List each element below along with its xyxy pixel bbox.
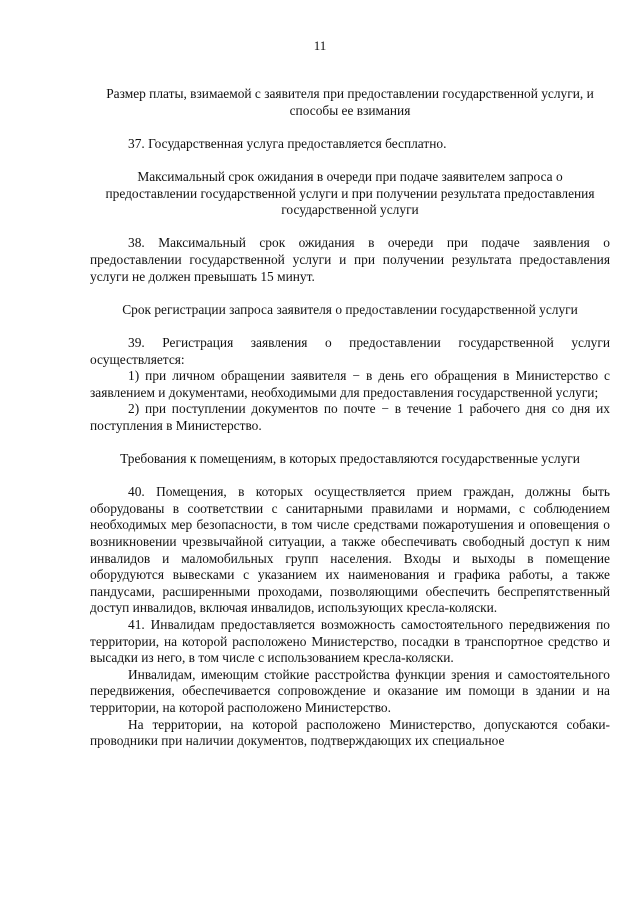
section-heading-premises: Требования к помещениям, в которых предоставляются государственные услуги — [120, 451, 580, 467]
paragraph-41-vision: Инвалидам, имеющим стойкие расстройства функции зрения и самостоятельного передвижения, обеспечивается сопровождение и оказание им помощи в здании и на территории, на которой расположено Министерство. — [90, 666, 610, 715]
paragraph-39-item-2: 2) при поступлении документов по почте − в течение 1 рабочего дня со дня их поступления в Министерство. — [90, 401, 610, 433]
paragraph-37: 37. Государственная услуга предоставляется бесплатно. — [128, 135, 447, 151]
page-number: 11 — [313, 38, 327, 53]
paragraph-41-guide-dogs: На территории, на которой расположено Министерство, допускаются собаки-проводники при наличии документов, подтверждающих их специальное — [90, 716, 610, 749]
section-heading-queue-time: Максимальный срок ожидания в очереди при подаче заявителем запроса о предоставлении государственной услуги и при получении результата предоставления государственной услуги — [105, 168, 595, 218]
section-heading-fee: Размер платы, взимаемой с заявителя при предоставлении государственной услуги, и способы ее взимания — [106, 86, 594, 118]
paragraph-39: 39. Регистрация заявления о предоставлении государственной услуги осуществляется: — [90, 334, 610, 367]
document-body — [90, 86, 610, 750]
section-heading-registration: Срок регистрации запроса заявителя о предоставлении государственной услуги — [122, 301, 578, 317]
paragraph-38: 38. Максимальный срок ожидания в очереди при подаче заявления о предоставлении государственной услуги и при получении результата предоставления услуги не должен превышать 15 минут. — [90, 235, 610, 284]
paragraph-40: 40. Помещения, в которых осуществляется прием граждан, должны быть оборудованы в соответствии с санитарными правилами и нормами, с соблюдением необходимых мер безопасности, в том числе средствами пожаротушения и оповещения о возникновении чрезвычайной ситуации, а также обеспечивать свободный доступ к ним инвалидов и маломобильных групп населения. Входы и выходы в помещение оборудуются вывесками с указанием их наименования и графика работы, а также пандусами, расширенными проходами, позволяющими обеспечить беспрепятственный доступ инвалидов, включая инвалидов, использующих кресла-коляски. — [90, 484, 610, 616]
paragraph-39-item-1: 1) при личном обращении заявителя − в день его обращения в Министерство с заявлением и документами, необходимыми для предоставления государственной услуги; — [90, 368, 610, 400]
paragraph-41: 41. Инвалидам предоставляется возможность самостоятельного передвижения по территории, на которой расположено Министерство, посадки в транспортное средство и высадки из него, в том числе с использованием кресла-коляски. — [90, 617, 610, 666]
